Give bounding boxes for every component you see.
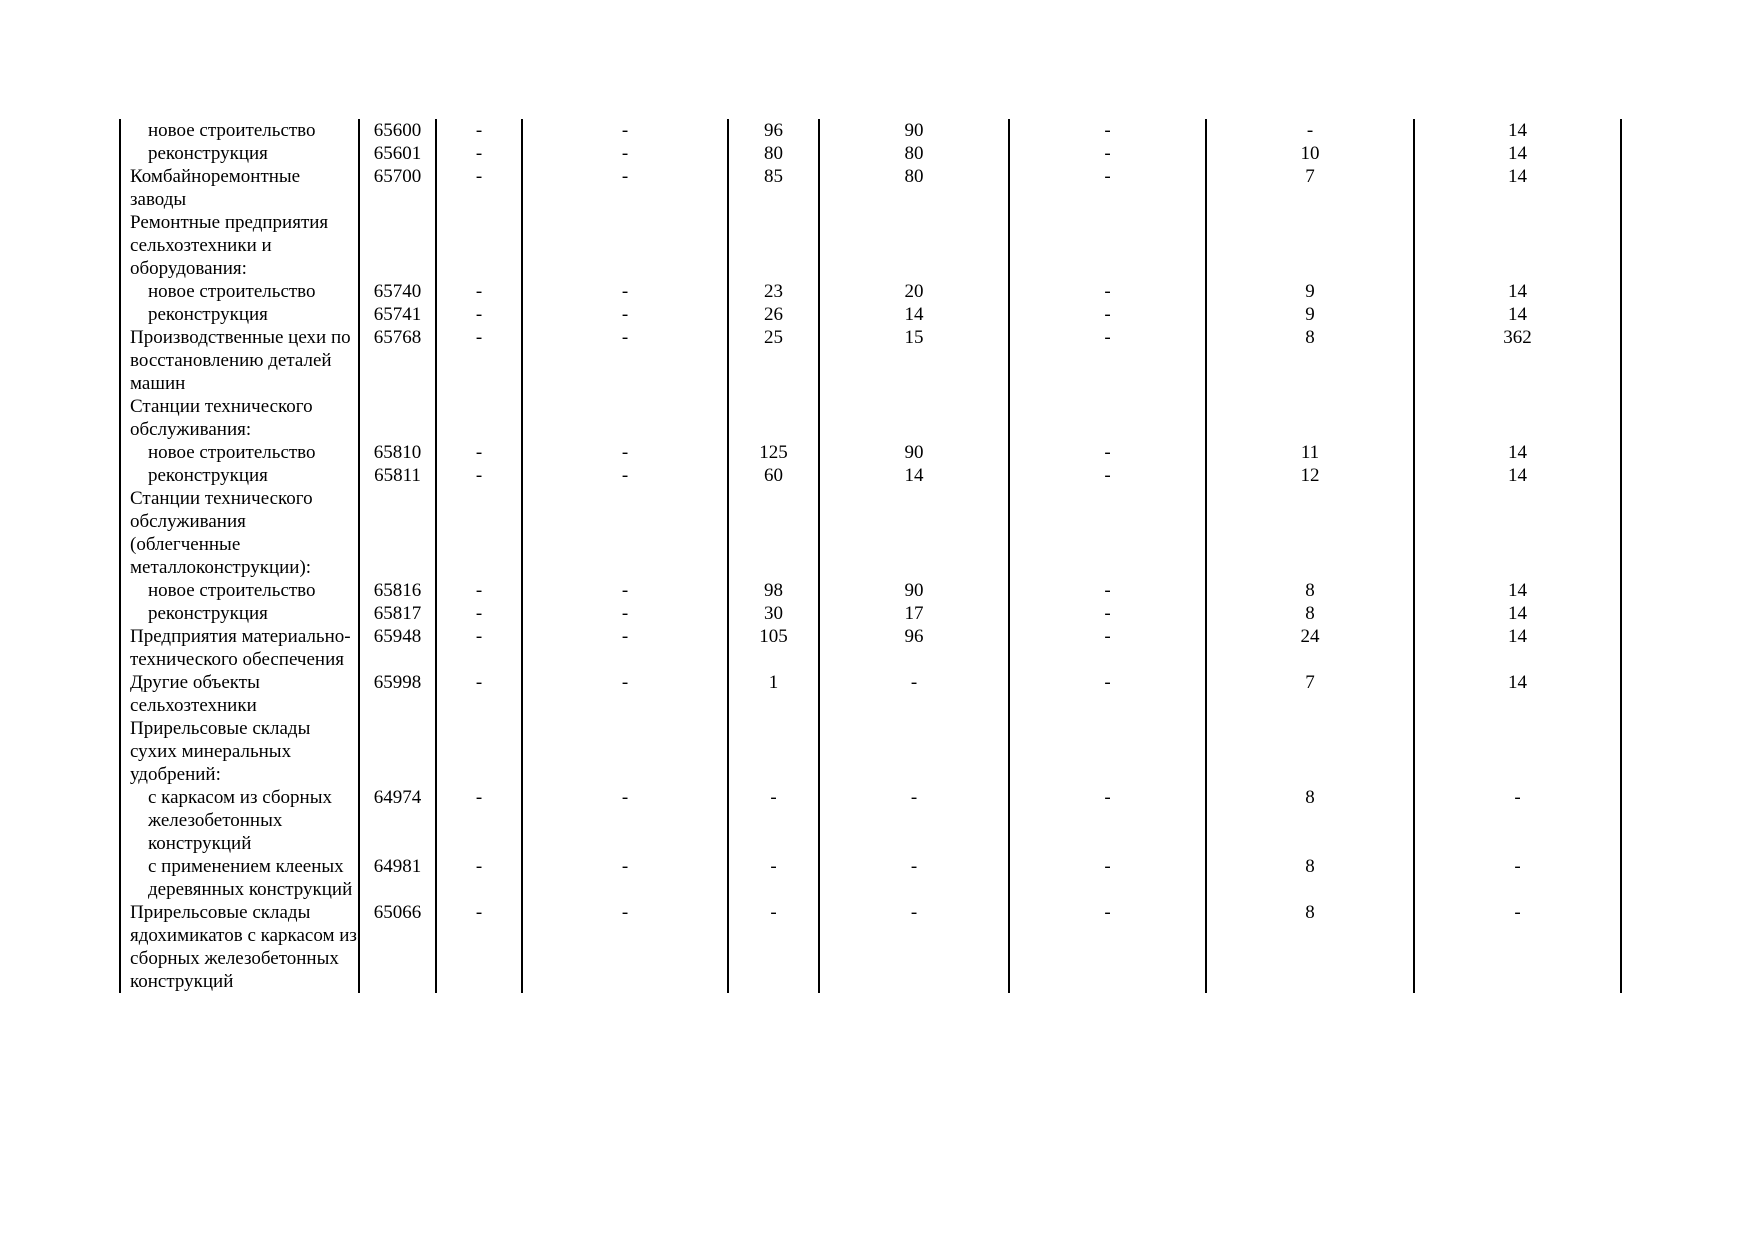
row-value-cell: - — [819, 786, 1009, 855]
row-value-cell: - — [522, 280, 728, 303]
row-value-cell — [1206, 211, 1414, 280]
row-value-cell: 14 — [1414, 165, 1621, 211]
row-value-cell: - — [522, 901, 728, 993]
row-value-cell: 20 — [819, 280, 1009, 303]
row-value-cell: - — [1009, 855, 1206, 901]
row-value-cell: 25 — [728, 326, 819, 395]
row-sub-label: реконструкция — [148, 603, 268, 624]
row-value-cell: 8 — [1206, 855, 1414, 901]
row-name-cell — [120, 441, 359, 464]
row-label: Станции технического обслуживания (облегченные металлоконструкции): — [130, 488, 313, 578]
row-value-cell: 125 — [728, 441, 819, 464]
row-value-cell: 1 — [728, 671, 819, 717]
table-row — [120, 579, 1621, 602]
table-row — [120, 464, 1621, 487]
row-sub-label: новое строительство — [148, 442, 316, 463]
row-name-cell — [120, 487, 359, 579]
table-row — [120, 280, 1621, 303]
row-value-cell: - — [522, 441, 728, 464]
row-value-cell: - — [436, 855, 522, 901]
row-value-cell: - — [1009, 625, 1206, 671]
row-sub-label: с применением клееных деревянных конструкций — [148, 856, 353, 900]
row-value-cell: - — [436, 625, 522, 671]
row-value-cell: - — [522, 579, 728, 602]
row-value-cell — [728, 211, 819, 280]
row-code-cell — [359, 487, 436, 579]
row-value-cell: - — [522, 303, 728, 326]
row-sub-label: новое строительство — [148, 281, 316, 302]
table-row — [120, 211, 1621, 280]
table-row — [120, 717, 1621, 786]
row-value-cell — [1009, 717, 1206, 786]
row-code-cell: 65066 — [359, 901, 436, 993]
row-value-cell: - — [436, 901, 522, 993]
row-value-cell: - — [436, 326, 522, 395]
row-code-cell: 65601 — [359, 142, 436, 165]
row-value-cell: - — [1009, 901, 1206, 993]
row-value-cell: - — [436, 602, 522, 625]
row-value-cell: - — [436, 280, 522, 303]
row-value-cell: 14 — [1414, 464, 1621, 487]
row-value-cell: 85 — [728, 165, 819, 211]
table-body — [120, 119, 1621, 993]
row-value-cell: 7 — [1206, 165, 1414, 211]
row-code-cell: 65948 — [359, 625, 436, 671]
row-sub-label: реконструкция — [148, 143, 268, 164]
row-value-cell: 12 — [1206, 464, 1414, 487]
row-label: Прирельсовые склады сухих минеральных удобрений: — [130, 718, 311, 785]
row-value-cell — [436, 395, 522, 441]
row-value-cell: - — [522, 165, 728, 211]
row-sub-label: новое строительство — [148, 580, 316, 601]
row-value-cell — [522, 717, 728, 786]
row-value-cell: 14 — [1414, 280, 1621, 303]
row-value-cell: 30 — [728, 602, 819, 625]
row-value-cell: 90 — [819, 119, 1009, 142]
row-name-cell — [120, 671, 359, 717]
row-value-cell: - — [522, 625, 728, 671]
row-value-cell — [522, 487, 728, 579]
row-label: Предприятия материально-технического обеспечения — [130, 626, 351, 670]
row-value-cell: 60 — [728, 464, 819, 487]
row-code-cell: 65768 — [359, 326, 436, 395]
row-value-cell: 8 — [1206, 326, 1414, 395]
row-value-cell: 14 — [1414, 441, 1621, 464]
row-value-cell: - — [1009, 326, 1206, 395]
row-value-cell: - — [436, 786, 522, 855]
row-name-cell — [120, 326, 359, 395]
row-name-cell — [120, 786, 359, 855]
row-value-cell: - — [436, 671, 522, 717]
row-code-cell: 65700 — [359, 165, 436, 211]
row-name-cell — [120, 717, 359, 786]
row-value-cell: 17 — [819, 602, 1009, 625]
table-row — [120, 441, 1621, 464]
row-value-cell: 105 — [728, 625, 819, 671]
row-sub-label: реконструкция — [148, 465, 268, 486]
table-row — [120, 625, 1621, 671]
row-value-cell: - — [1206, 119, 1414, 142]
row-value-cell: 14 — [1414, 119, 1621, 142]
row-value-cell: - — [522, 142, 728, 165]
row-value-cell — [728, 395, 819, 441]
row-value-cell: 8 — [1206, 786, 1414, 855]
row-name-cell — [120, 464, 359, 487]
row-value-cell: - — [1414, 901, 1621, 993]
row-name-cell — [120, 303, 359, 326]
row-name-cell — [120, 395, 359, 441]
row-value-cell: 98 — [728, 579, 819, 602]
row-value-cell: 96 — [819, 625, 1009, 671]
row-value-cell: 10 — [1206, 142, 1414, 165]
row-code-cell — [359, 395, 436, 441]
row-value-cell: 80 — [819, 142, 1009, 165]
row-value-cell: - — [522, 786, 728, 855]
row-value-cell: - — [522, 464, 728, 487]
row-value-cell: - — [1009, 602, 1206, 625]
row-value-cell — [1009, 487, 1206, 579]
row-code-cell: 65741 — [359, 303, 436, 326]
row-label: Другие объекты сельхозтехники — [130, 672, 260, 716]
row-value-cell: 14 — [1414, 602, 1621, 625]
row-value-cell: 96 — [728, 119, 819, 142]
row-value-cell: - — [819, 671, 1009, 717]
row-code-cell: 65811 — [359, 464, 436, 487]
row-name-cell — [120, 165, 359, 211]
row-label: Прирельсовые склады ядохимикатов с каркасом из сборных железобетонных конструкций — [130, 902, 357, 992]
row-code-cell: 65816 — [359, 579, 436, 602]
row-code-cell: 65810 — [359, 441, 436, 464]
row-value-cell: - — [819, 901, 1009, 993]
row-label: Станции технического обслуживания: — [130, 396, 313, 440]
row-value-cell — [522, 395, 728, 441]
row-value-cell — [1414, 211, 1621, 280]
row-value-cell: - — [1009, 303, 1206, 326]
row-code-cell — [359, 717, 436, 786]
row-value-cell: - — [1009, 441, 1206, 464]
row-value-cell — [728, 717, 819, 786]
row-code-cell: 65740 — [359, 280, 436, 303]
row-value-cell: - — [728, 901, 819, 993]
row-value-cell — [1206, 487, 1414, 579]
row-code-cell: 65817 — [359, 602, 436, 625]
row-value-cell: - — [1009, 142, 1206, 165]
row-value-cell: 24 — [1206, 625, 1414, 671]
row-value-cell: - — [1009, 165, 1206, 211]
row-value-cell — [728, 487, 819, 579]
row-code-cell — [359, 211, 436, 280]
row-value-cell: 26 — [728, 303, 819, 326]
row-value-cell: 9 — [1206, 303, 1414, 326]
row-value-cell: 7 — [1206, 671, 1414, 717]
row-value-cell — [819, 395, 1009, 441]
table-row — [120, 602, 1621, 625]
row-value-cell: - — [436, 579, 522, 602]
row-value-cell: - — [436, 464, 522, 487]
row-value-cell: 14 — [1414, 303, 1621, 326]
table-row — [120, 487, 1621, 579]
table-row — [120, 786, 1621, 855]
row-code-cell: 65600 — [359, 119, 436, 142]
row-value-cell: 15 — [819, 326, 1009, 395]
row-label: Производственные цехи по восстановлению деталей машин — [130, 327, 351, 394]
table-row — [120, 119, 1621, 142]
row-name-cell — [120, 855, 359, 901]
row-value-cell — [1414, 395, 1621, 441]
row-value-cell — [522, 211, 728, 280]
row-value-cell: 80 — [819, 165, 1009, 211]
row-sub-label: с каркасом из сборных железобетонных конструкций — [148, 787, 332, 854]
row-value-cell: 11 — [1206, 441, 1414, 464]
row-value-cell: - — [728, 786, 819, 855]
row-code-cell: 64974 — [359, 786, 436, 855]
row-value-cell: 8 — [1206, 602, 1414, 625]
row-value-cell — [436, 211, 522, 280]
row-value-cell: 23 — [728, 280, 819, 303]
row-value-cell: - — [522, 119, 728, 142]
row-value-cell: 80 — [728, 142, 819, 165]
row-value-cell: - — [1009, 119, 1206, 142]
row-value-cell: - — [1009, 579, 1206, 602]
row-name-cell — [120, 142, 359, 165]
row-value-cell: - — [1414, 786, 1621, 855]
row-value-cell — [819, 487, 1009, 579]
row-value-cell — [1009, 395, 1206, 441]
row-value-cell: 14 — [1414, 142, 1621, 165]
row-code-cell: 64981 — [359, 855, 436, 901]
row-name-cell — [120, 579, 359, 602]
row-value-cell — [1206, 395, 1414, 441]
row-value-cell: - — [522, 326, 728, 395]
row-value-cell: 90 — [819, 441, 1009, 464]
row-value-cell: 90 — [819, 579, 1009, 602]
row-label: Ремонтные предприятия сельхозтехники и оборудования: — [130, 212, 329, 279]
table-row — [120, 855, 1621, 901]
row-name-cell — [120, 901, 359, 993]
row-value-cell: 362 — [1414, 326, 1621, 395]
row-name-cell — [120, 602, 359, 625]
row-value-cell — [436, 717, 522, 786]
row-value-cell: - — [819, 855, 1009, 901]
row-value-cell: - — [436, 119, 522, 142]
row-value-cell: 14 — [1414, 671, 1621, 717]
row-sub-label: новое строительство — [148, 120, 316, 141]
table-row — [120, 901, 1621, 993]
table-row — [120, 303, 1621, 326]
row-value-cell: - — [522, 671, 728, 717]
row-value-cell: - — [1414, 855, 1621, 901]
row-value-cell: 14 — [1414, 625, 1621, 671]
row-value-cell: - — [728, 855, 819, 901]
row-value-cell — [1414, 487, 1621, 579]
row-value-cell: - — [436, 303, 522, 326]
table-row — [120, 142, 1621, 165]
table-row — [120, 671, 1621, 717]
row-value-cell — [436, 487, 522, 579]
row-value-cell: 14 — [1414, 579, 1621, 602]
table-row — [120, 326, 1621, 395]
row-value-cell — [819, 717, 1009, 786]
row-value-cell: - — [1009, 464, 1206, 487]
row-value-cell: - — [1009, 671, 1206, 717]
row-value-cell: - — [436, 142, 522, 165]
row-value-cell: - — [436, 165, 522, 211]
row-value-cell: - — [522, 602, 728, 625]
row-label: Комбайноремонтные заводы — [130, 166, 301, 210]
row-value-cell: - — [1009, 280, 1206, 303]
row-name-cell — [120, 211, 359, 280]
row-value-cell — [819, 211, 1009, 280]
row-name-cell — [120, 280, 359, 303]
row-value-cell: 9 — [1206, 280, 1414, 303]
data-table — [119, 119, 1622, 993]
row-value-cell: 14 — [819, 303, 1009, 326]
row-name-cell — [120, 625, 359, 671]
row-value-cell: 8 — [1206, 901, 1414, 993]
table-row — [120, 395, 1621, 441]
row-value-cell — [1414, 717, 1621, 786]
row-value-cell: - — [436, 441, 522, 464]
row-value-cell — [1206, 717, 1414, 786]
table-row — [120, 165, 1621, 211]
row-value-cell: - — [1009, 786, 1206, 855]
row-value-cell: 14 — [819, 464, 1009, 487]
row-value-cell — [1009, 211, 1206, 280]
row-code-cell: 65998 — [359, 671, 436, 717]
row-value-cell: 8 — [1206, 579, 1414, 602]
row-name-cell — [120, 119, 359, 142]
row-value-cell: - — [522, 855, 728, 901]
row-sub-label: реконструкция — [148, 304, 268, 325]
